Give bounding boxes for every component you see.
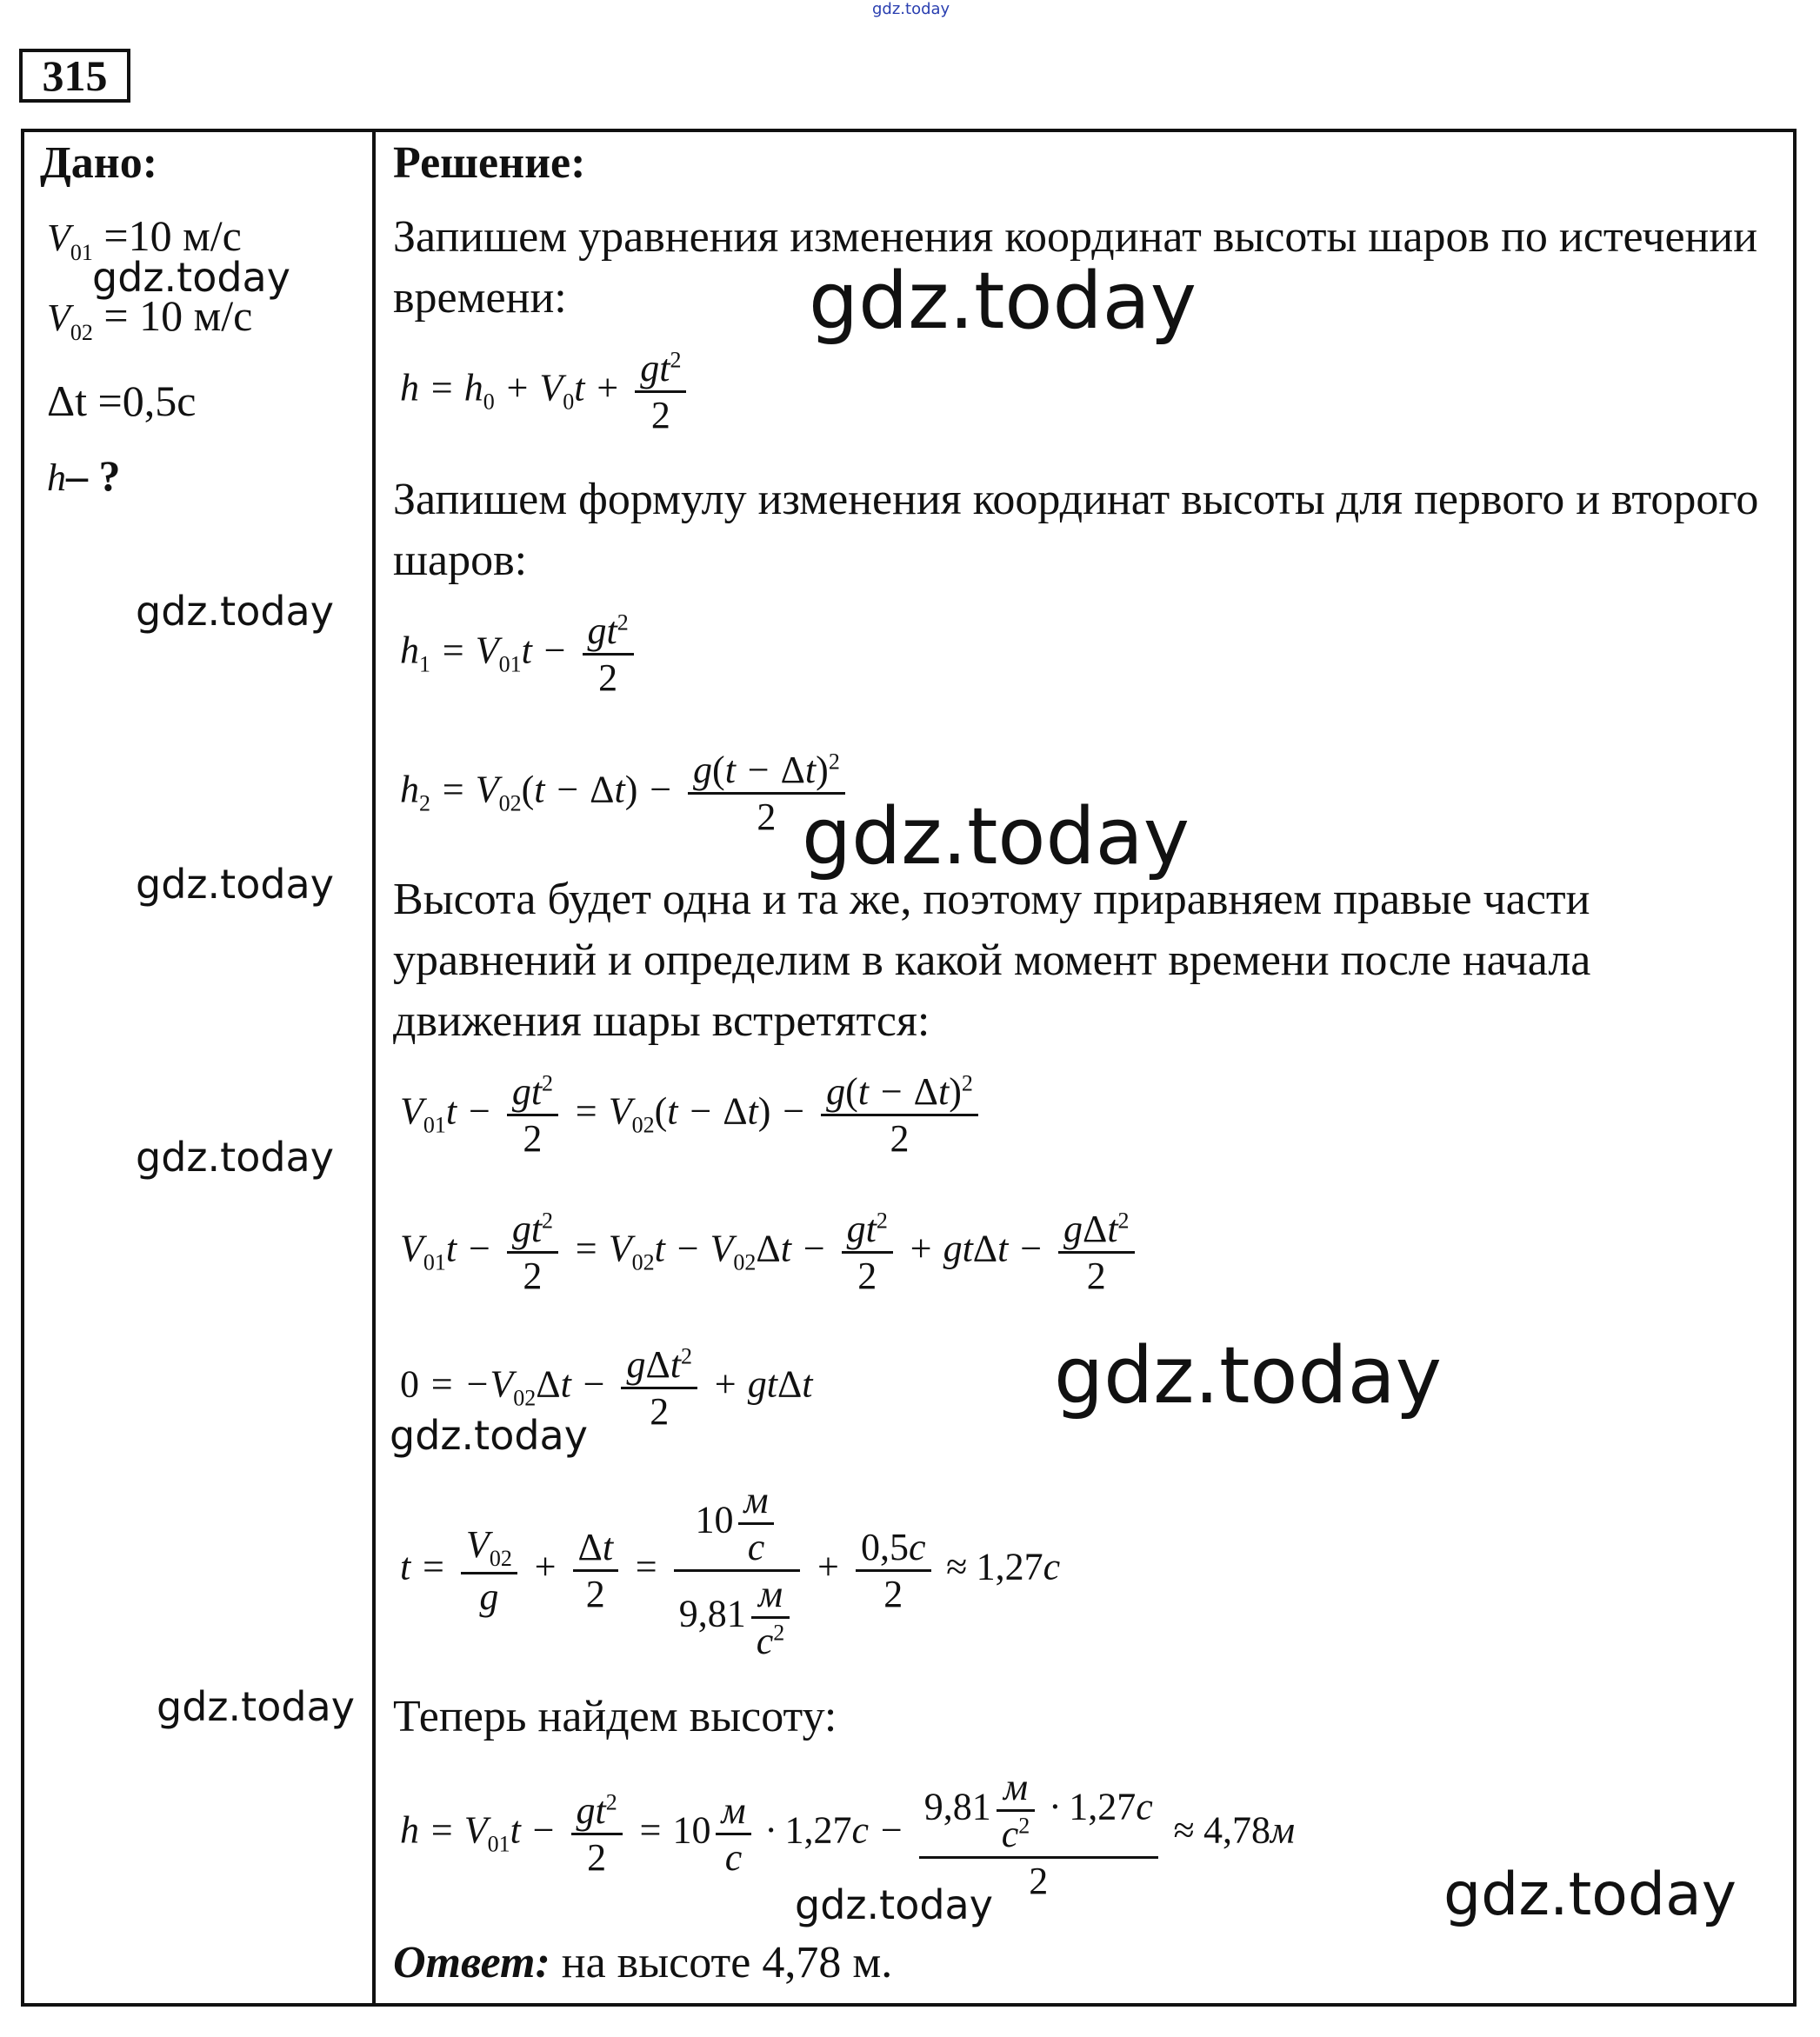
question-mark: – ?: [66, 451, 121, 500]
equation-general: $h = h_0 + V_0t$ + $\frac{gt^2}{2}$: [400, 346, 691, 437]
v01-symbol: V: [47, 216, 70, 259]
watermark: gdz.today: [1054, 1330, 1443, 1421]
answer: [393, 1937, 892, 1988]
watermark: gdz.today: [136, 1134, 334, 1181]
h-symbol: h: [47, 456, 66, 499]
watermark: gdz.today: [795, 1881, 993, 1928]
equation-time: t = $\frac{V_{02}}{g}$ + $\frac{\Delta t}{2}$ = 10 $\frac{м}{с}$ 9,81 $\frac{м}{с^2}$ + $\frac{0,5с}{2}$ ≈ 1,27с: [400, 1479, 1061, 1662]
column-divider: [372, 129, 376, 2007]
answer-label: Ответ:: [393, 1938, 550, 1987]
v02-subscript: 02: [70, 320, 93, 345]
v02-value: = 10 м/с: [103, 291, 253, 340]
watermark: gdz.today: [92, 254, 290, 301]
problem-number: 315: [19, 49, 130, 103]
paragraph-1: Запишем уравнения изменения координат высоты шаров по истечении времени:: [393, 212, 1758, 323]
solution-header: Решение:: [393, 138, 586, 188]
watermark: gdz.today: [809, 256, 1197, 347]
v01-subscript: 01: [70, 240, 93, 265]
paragraph-2: Запишем формулу изменения координат высоты для первого и второго шаров:: [393, 475, 1759, 585]
watermark: gdz.today: [1443, 1861, 1737, 1929]
watermark: gdz.today: [136, 588, 334, 635]
paragraph-4: Теперь найдем высоту:: [393, 1692, 837, 1741]
top-watermark: gdz.today: [872, 0, 950, 18]
watermark: gdz.today: [136, 861, 334, 908]
given-unknown: [47, 450, 121, 501]
v02-symbol: V: [47, 296, 70, 339]
equation-simplified: $0 = -V_{02}\Delta t$ − $\frac{g\Delta t^2}{2}$ + gtΔt: [400, 1343, 813, 1433]
equation-expanded: $V_{01}t$ − $\frac{gt^2}{2}$ = $V_{02}t - V_{02}\Delta t$ − $\frac{gt^2}{2}$ + gtΔt − $\frac{g\Delta t^2}{2}$: [400, 1207, 1140, 1298]
watermark: gdz.today: [802, 791, 1190, 882]
equation-equality: $V_{01}t$ − $\frac{gt^2}{2}$ = $V_{02}(t - \Delta t)$ − $\frac{g(t - \Delta t)^2}{2}$: [400, 1069, 983, 1161]
equation-h2: $h_2 = V_{02}(t - \Delta t)$ − $\frac{g(t - \Delta t)^2}{2}$: [400, 748, 850, 839]
equation-h1: $h_1 = V_{01}t$ − $\frac{gt^2}{2}$: [400, 609, 639, 700]
equation-height: $h = V_{01}t$ − $\frac{gt^2}{2}$ = 10 $\frac{м}{с}$ · 1,27с − 9,81 $\frac{м}{с^2}$ · 1,27с 2 ≈ 4,78м: [400, 1766, 1296, 1902]
given-dt: Δt =0,5с: [47, 376, 197, 425]
given-v02: [47, 290, 252, 346]
paragraph-3: Высота будет одна и та же, поэтому приравняем правые части уравнений и определим в какой момент времени после начала движения шары встретятся:: [393, 875, 1591, 1046]
watermark: gdz.today: [157, 1683, 355, 1730]
answer-text: на высоте 4,78 м.: [550, 1938, 893, 1987]
watermark: gdz.today: [390, 1412, 588, 1459]
given-header: Дано:: [40, 138, 158, 188]
v01-value: =10 м/с: [103, 211, 242, 260]
